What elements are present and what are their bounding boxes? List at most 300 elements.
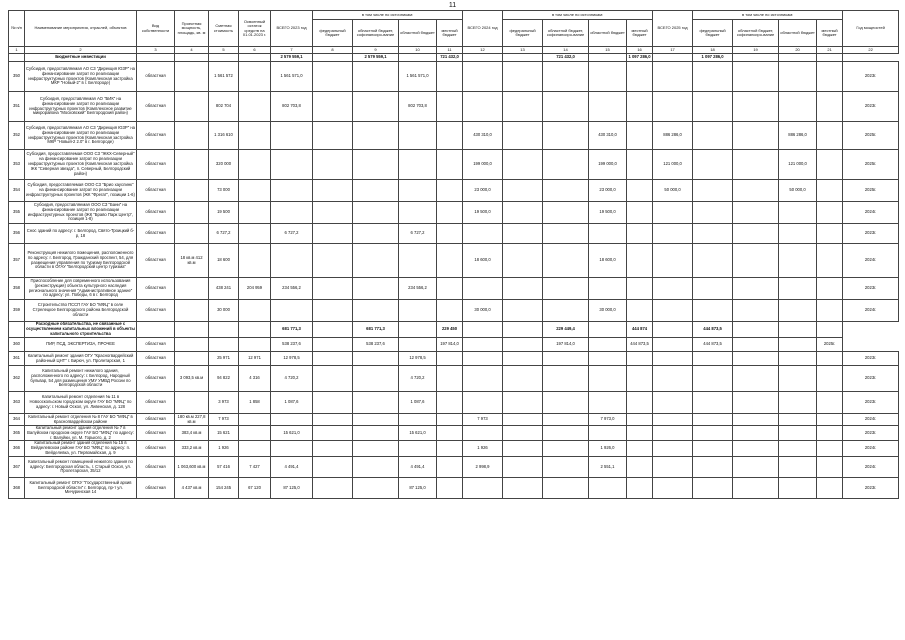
table-cell: областная [137,150,175,180]
table-cell [817,441,843,456]
header-row-1 [9,11,899,20]
table-cell: 2025г. [843,180,899,202]
column-number: 16 [627,47,653,54]
header-num: № п/п [9,11,25,47]
table-cell [313,202,353,224]
table-cell [817,322,843,338]
column-number: 15 [589,47,627,54]
table-cell: 87 125,0 [399,477,437,498]
table-cell: 886 286,0 [779,122,817,150]
table-cell [313,352,353,366]
table-cell: 1 087,6 [399,392,437,414]
table-cell [353,244,399,278]
table-cell [733,477,779,498]
table-cell [779,92,817,122]
table-cell [175,150,209,180]
table-cell [239,441,271,456]
table-cell: 444 873,5 [627,338,653,352]
header-sources-2025: в том числе по источникам: [693,11,843,20]
table-cell [653,244,693,278]
header-total-2024: ВСЕГО 2024 год [463,11,503,47]
table-cell [463,322,503,338]
table-cell [271,244,313,278]
table-cell [437,414,463,426]
table-cell [313,224,353,244]
table-cell [693,366,733,392]
row-number: 350 [9,62,25,92]
column-number: 18 [693,47,733,54]
table-cell: 2024г. [843,441,899,456]
table-cell [353,62,399,92]
table-cell [313,456,353,477]
table-cell [399,202,437,224]
table-cell [817,456,843,477]
table-cell: 204 959 [239,278,271,300]
table-cell [503,456,543,477]
table-cell [589,54,627,62]
table-cell: областная [137,338,175,352]
table-cell [733,392,779,414]
table-cell [503,92,543,122]
table-cell [693,150,733,180]
table-cell [543,300,589,322]
table-cell: 444 874 [627,322,653,338]
table-cell [627,122,653,150]
table-cell [239,426,271,441]
row-number [9,322,25,338]
table-cell [437,92,463,122]
table-cell [817,392,843,414]
table-cell [313,180,353,202]
table-cell: 199 000,0 [589,150,627,180]
column-number: 20 [779,47,817,54]
item-name: Капитальный ремонт здания ОГУ "Красногвардейский районный ЦНТ" г. Бирюч, ул. Пролетарская, 1 [25,352,137,366]
table-cell: 2 551,1 [589,456,627,477]
table-cell [503,54,543,62]
table-body [9,54,899,499]
table-cell [693,224,733,244]
table-cell [627,392,653,414]
table-cell [627,300,653,322]
row-number: 354 [9,180,25,202]
table-cell [653,414,693,426]
table-cell: 1 926 [209,441,239,456]
table-cell [463,62,503,92]
table-cell [353,300,399,322]
header-capacity: Проектная мощность, площадь, кв. м [175,11,209,47]
item-name: Субсидия, предоставляемая АО "БИК" на финансирование затрат по реализации инфраструктурных проектов (Комплексное развитие микрорайона "Московский" Белгородский район) [25,92,137,122]
table-cell: 73 000 [209,180,239,202]
table-cell [627,426,653,441]
table-cell [239,202,271,224]
table-cell: областная [137,278,175,300]
table-cell [543,202,589,224]
table-cell [399,122,437,150]
table-cell [503,352,543,366]
table-cell [463,338,503,352]
item-name: Бюджетные инвестиции [25,54,137,62]
table-cell [463,278,503,300]
table-cell [437,224,463,244]
table-cell [239,300,271,322]
table-cell: 2 579 559,1 [353,54,399,62]
table-cell [313,414,353,426]
table-cell: областная [137,366,175,392]
table-cell [209,322,239,338]
item-name: Субсидия, предоставляемая АО СЗ "Дирекция ЮЗР" на финансирование затрат по реализации инфраструктурных проектов (Комплексная застройка МКР "Новый-2" в г. Белгороде) [25,62,137,92]
row-number: 366 [9,441,25,456]
table-cell: 2023г. [843,477,899,498]
header-estimate: Сметная стоимость [209,11,239,47]
header-regional-cofin-2025: областной бюджет, софинансиро-вание [733,20,779,47]
table-cell [313,92,353,122]
table-row [9,441,899,456]
table-cell [653,338,693,352]
table-cell [589,62,627,92]
table-cell [463,477,503,498]
table-cell: 681 771,3 [271,322,313,338]
table-cell [175,54,209,62]
table-cell [175,278,209,300]
table-row [9,202,899,224]
column-number: 10 [399,47,437,54]
item-name: Капитальный ремонт отделения № 8 ГАУ БО "МФЦ" в Красногвардейском районе [25,414,137,426]
header-remaining: Освоенный остаток средств на 01.01.2023 г. [239,11,271,47]
table-cell: 1 316 610 [209,122,239,150]
header-total-2023: ВСЕГО 2023 год [271,11,313,47]
table-cell [399,338,437,352]
table-cell [653,322,693,338]
table-cell: 886 286,0 [653,122,693,150]
table-cell [399,180,437,202]
column-number: 14 [543,47,589,54]
table-cell [437,150,463,180]
table-cell: 2025г. [843,150,899,180]
table-cell: 229 449,4 [543,322,589,338]
table-cell [437,180,463,202]
header-regional-2023: областной бюджет [399,20,437,47]
table-cell [693,122,733,150]
header-local-2025: местный бюджет [817,20,843,47]
table-cell [733,62,779,92]
table-cell [239,414,271,426]
table-cell [437,477,463,498]
table-cell: 2024г. [843,300,899,322]
table-row [9,244,899,278]
table-cell: областная [137,352,175,366]
table-cell: 721 432,0 [543,54,589,62]
table-cell [353,426,399,441]
table-cell: 30 000,0 [589,300,627,322]
table-cell [653,352,693,366]
table-cell: 4 437 кв.м [175,477,209,498]
table-cell [693,414,733,426]
table-cell [733,244,779,278]
table-cell [589,338,627,352]
table-cell [503,278,543,300]
table-cell [817,150,843,180]
header-year-power: Год мощностей [843,11,899,47]
table-cell: 6 727,2 [209,224,239,244]
table-cell [543,414,589,426]
item-name: Расходные обязательства, не связанные с осуществлением капитальных вложений в объекты капитального строительства [26,321,135,336]
item-name: Капитальный ремонт отделения № 11 в Новооскольском городском округе ГАУ БО "МФЦ" по адресу: г. Новый Оскол, ул. Ливенская, д. 128 [25,392,137,414]
item-name: Субсидия, предоставляемая ООО СЗ "Бани" на финансирование затрат по реализации инфраструктурных проектов (ЖК "Браво Парк Центр", позиция 1-8) [25,202,137,224]
table-cell [693,244,733,278]
table-cell [779,414,817,426]
table-cell [779,202,817,224]
table-cell: 444 873,5 [693,338,733,352]
table-cell [503,392,543,414]
table-cell: областная [137,62,175,92]
table-cell [817,278,843,300]
header-federal-2024: федеральный бюджет [503,20,543,47]
table-cell [779,366,817,392]
table-cell [399,150,437,180]
table-cell: 538 237,6 [353,338,399,352]
table-cell [353,414,399,426]
table-cell: 7 973,0 [589,414,627,426]
table-cell [209,338,239,352]
table-cell: областная [137,300,175,322]
table-cell [653,92,693,122]
table-cell [733,456,779,477]
table-cell: 4 491,4 [399,456,437,477]
table-cell [463,352,503,366]
header-name: Наименование мероприятия, отраслей, объектов [25,11,137,47]
table-cell: 1 097 286,0 [693,54,733,62]
table-cell [437,244,463,278]
table-row [9,414,899,426]
table-row [9,224,899,244]
table-cell [399,300,437,322]
row-number: 360 [9,338,25,352]
table-cell: 2023г. [843,224,899,244]
table-cell [175,300,209,322]
header-regional-cofin-2023: областной бюджет, софинансиро-вание [353,20,399,47]
table-cell [137,54,175,62]
table-cell: 7 973 [209,414,239,426]
table-cell: 23 000,0 [463,180,503,202]
table-cell [503,322,543,338]
table-cell [733,441,779,456]
table-cell [627,477,653,498]
table-cell [239,92,271,122]
table-cell [271,150,313,180]
table-cell: 2024г. [843,456,899,477]
item-name: Капитальный ремонт ОГКУ "Государственный архив Белгородской области" г. Белгород, пр-т ул. Мичуринская 14 [25,477,137,498]
table-cell [175,202,209,224]
item-name: ПИР, ПСД, ЭКСПЕРТИЗА, ПРОЧЕЕ [25,338,137,352]
table-cell: 229 450 [437,322,463,338]
table-cell [463,392,503,414]
table-cell: 121 000,0 [779,150,817,180]
table-row [9,122,899,150]
table-cell: 87 125,0 [271,477,313,498]
row-number: 365 [9,426,25,441]
item-name: Приспособление для современного использования (реконструкция) объекта культурного наследия регионального значения "Административное здание" по адресу: ул. Победы, 6 в г. Белгород [25,278,137,300]
table-cell [313,62,353,92]
table-cell [779,441,817,456]
table-cell [313,366,353,392]
table-cell [175,224,209,244]
table-cell [627,414,653,426]
table-cell: 19 500,0 [463,202,503,224]
table-cell [543,441,589,456]
table-cell [653,426,693,441]
item-name: Субсидия, предоставляемая ООО СЗ "Брио хауслинк" на финансирование затрат по реализации инфраструктурных проектов (ЖК "Фрегат", позиции 1-6) [25,180,137,202]
table-cell [733,54,779,62]
table-cell: 15 621,0 [399,426,437,441]
table-cell [779,244,817,278]
column-number: 4 [175,47,209,54]
table-cell: областная [137,441,175,456]
table-cell [271,122,313,150]
table-cell [503,338,543,352]
table-cell: областная [137,392,175,414]
table-cell [175,322,209,338]
section-row [9,54,899,62]
table-cell [543,62,589,92]
table-cell [353,278,399,300]
table-cell [437,202,463,224]
table-cell: 23 000,0 [589,180,627,202]
table-row [9,477,899,498]
table-cell: 2023г. [843,352,899,366]
table-cell: 18 600,0 [463,244,503,278]
table-row [9,278,899,300]
table-row [9,62,899,92]
table-cell: 802 704 [209,92,239,122]
table-cell: 430 310,0 [463,122,503,150]
column-number: 1 [9,47,25,54]
row-number: 364 [9,414,25,426]
table-cell: 25 971 [209,352,239,366]
table-cell [817,62,843,92]
table-cell: 2025г. [843,122,899,150]
table-cell: 154 245 [209,477,239,498]
table-cell [239,224,271,244]
table-cell [503,224,543,244]
table-cell [175,122,209,150]
table-cell: 1 561 571,0 [271,62,313,92]
table-cell [543,456,589,477]
header-regional-2025: областной бюджет [779,20,817,47]
table-cell [239,322,271,338]
item-name: Строительство ПССП ГАУ БО "МФЦ" в селе Стрелецкое Белгородского района Белгородской области [25,300,137,322]
table-cell: областная [137,477,175,498]
table-cell [353,366,399,392]
row-number: 357 [9,244,25,278]
table-cell [503,426,543,441]
row-number: 355 [9,202,25,224]
table-cell: 6 727,2 [271,224,313,244]
table-cell [353,456,399,477]
table-cell [693,92,733,122]
table-cell [589,352,627,366]
table-cell [733,352,779,366]
table-cell [313,338,353,352]
table-cell [503,150,543,180]
table-cell [693,62,733,92]
table-cell: 180 кв.м 227,8 кв.м [175,414,209,426]
column-number: 21 [817,47,843,54]
table-cell [543,150,589,180]
table-cell: 1 097 286,0 [627,54,653,62]
table-cell: 438 241 [209,278,239,300]
table-cell [503,366,543,392]
item-name: Снос зданий по адресу: г. Белгород, Свято-Троицкий б-р, 18 [25,224,137,244]
table-cell [733,278,779,300]
table-cell [313,441,353,456]
table-cell: 12 978,5 [271,352,313,366]
item-name: Субсидия, предоставляемая ООО СЗ "ЖКХ-Северный" на финансирование затрат по реализации инфраструктурных проектов (Комплексная застройка ЖК "Северная звезда", п. Северный, Белгородский район) [25,150,137,180]
row-number: 352 [9,122,25,150]
table-cell [437,441,463,456]
table-cell [589,224,627,244]
table-cell [353,180,399,202]
table-cell [733,414,779,426]
section-row [9,322,899,338]
column-number: 19 [733,47,779,54]
table-cell [463,224,503,244]
table-cell: 2023г. [843,426,899,441]
table-cell: 12 971 [239,352,271,366]
table-cell [239,244,271,278]
table-cell [779,477,817,498]
table-cell [733,300,779,322]
row-number: 362 [9,366,25,392]
table-cell [399,322,437,338]
table-cell: 1 858 [239,392,271,414]
table-cell [543,244,589,278]
table-cell [653,477,693,498]
row-number: 363 [9,392,25,414]
table-cell: областная [137,224,175,244]
table-cell: 7 427 [239,456,271,477]
table-cell [653,456,693,477]
table-cell [693,300,733,322]
table-cell [271,441,313,456]
table-cell: 320 000 [209,150,239,180]
table-cell [239,54,271,62]
column-number: 2 [25,47,137,54]
table-cell [463,92,503,122]
table-cell: 15 621,0 [271,426,313,441]
row-number: 367 [9,456,25,477]
table-cell [653,278,693,300]
table-cell [271,300,313,322]
table-cell [239,150,271,180]
table-cell [353,441,399,456]
table-cell [779,352,817,366]
table-cell [693,477,733,498]
column-number: 22 [843,47,899,54]
table-cell: 30 000 [209,300,239,322]
row-number: 359 [9,300,25,322]
table-cell [733,122,779,150]
column-number: 9 [353,47,399,54]
item-name: Капитальный ремонт здания отделения № 7 в Валуйском городском округе ГАУ БО "МФЦ" по адресу: г. Валуйки, ул. М. Горького, д. 2 [25,426,137,441]
table-cell [589,477,627,498]
table-cell [779,54,817,62]
table-cell: 2024г. [843,414,899,426]
column-number: 17 [653,47,693,54]
table-cell [733,338,779,352]
table-cell [693,202,733,224]
table-cell: 3 973 [209,392,239,414]
table-cell [627,456,653,477]
